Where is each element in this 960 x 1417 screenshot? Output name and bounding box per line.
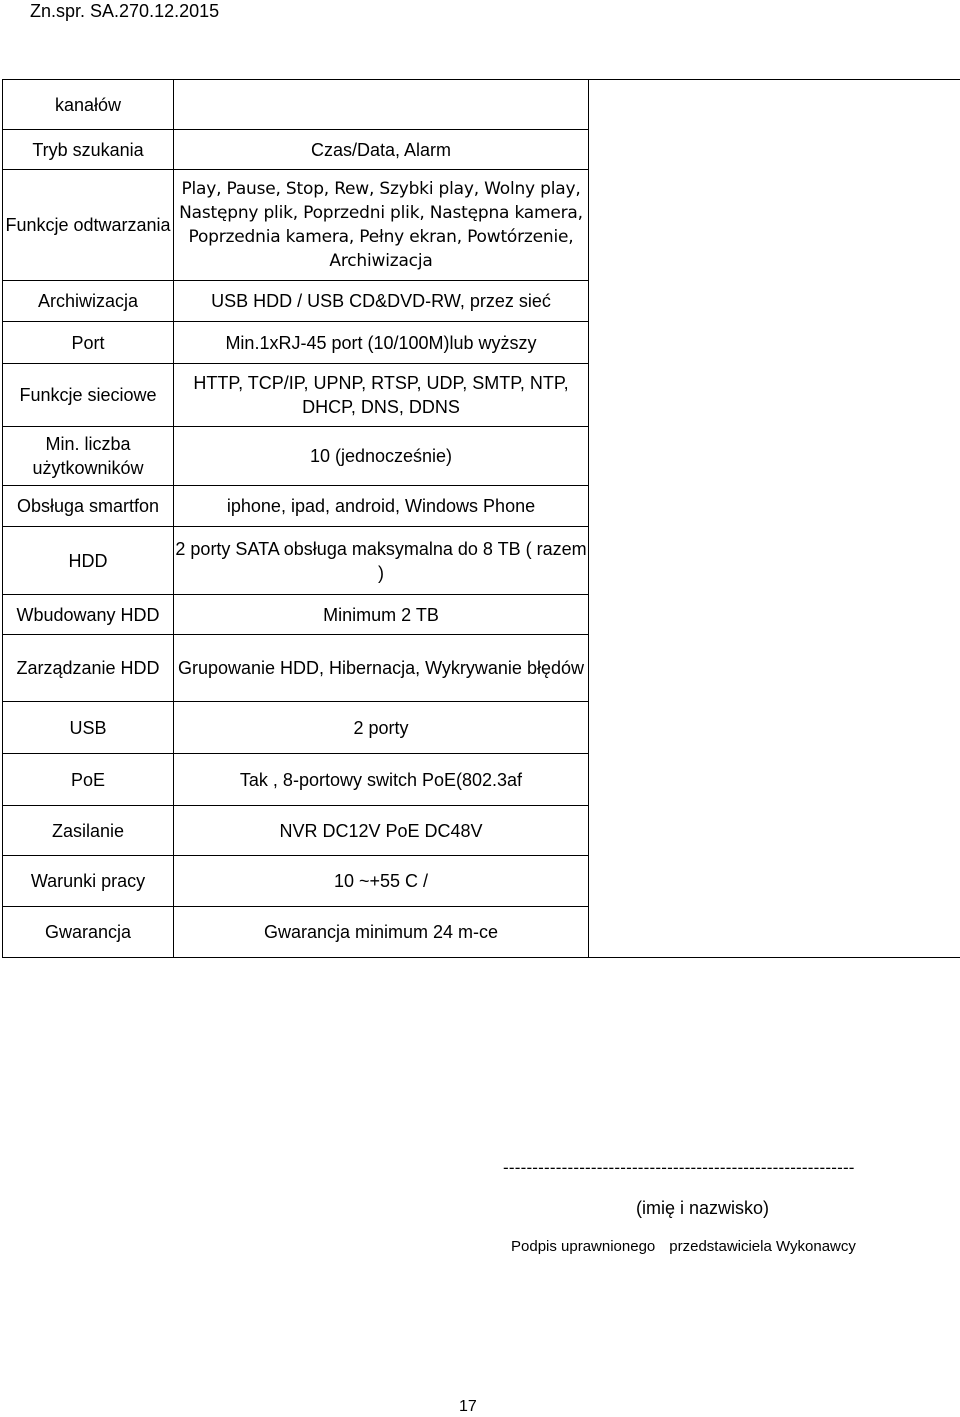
row-value: Grupowanie HDD, Hibernacja, Wykrywanie błędów bbox=[174, 635, 589, 702]
offer-column bbox=[589, 80, 960, 958]
signature-line: ------------------------------------------------------------ bbox=[503, 1158, 855, 1177]
row-label: HDD bbox=[3, 527, 174, 595]
row-label: kanałów bbox=[3, 80, 174, 130]
signature-caption-right: przedstawiciela Wykonawcy bbox=[669, 1238, 856, 1255]
row-value: HTTP, TCP/IP, UPNP, RTSP, UDP, SMTP, NTP, DHCP, DNS, DDNS bbox=[174, 364, 589, 427]
row-value: 2 porty SATA obsługa maksymalna do 8 TB ( razem ) bbox=[174, 527, 589, 595]
row-value: USB HDD / USB CD&DVD-RW, przez sieć bbox=[174, 281, 589, 322]
row-value: Tak , 8-portowy switch PoE(802.3af bbox=[174, 754, 589, 806]
row-value: Gwarancja minimum 24 m-ce bbox=[174, 907, 589, 958]
spec-table bbox=[2, 79, 960, 958]
page-number: 17 bbox=[459, 1398, 477, 1415]
row-label: Funkcje odtwarzania bbox=[3, 170, 174, 281]
row-label: Warunki pracy bbox=[3, 856, 174, 907]
row-value: Minimum 2 TB bbox=[174, 595, 589, 635]
row-label: Wbudowany HDD bbox=[3, 595, 174, 635]
signature-caption-left: Podpis uprawnionego bbox=[511, 1238, 656, 1255]
document-reference: Zn.spr. SA.270.12.2015 bbox=[30, 1, 220, 21]
row-value: NVR DC12V PoE DC48V bbox=[174, 806, 589, 856]
row-label: Port bbox=[3, 322, 174, 364]
row-label: Min. liczba użytkowników bbox=[3, 427, 174, 486]
row-label: PoE bbox=[3, 754, 174, 806]
row-value: Play, Pause, Stop, Rew, Szybki play, Wolny play, Następny plik, Poprzedni plik, Następna kamera, Poprzednia kamera, Pełny ekran, Powtórzenie, Archiwizacja bbox=[174, 170, 589, 281]
row-label: Tryb szukania bbox=[3, 130, 174, 170]
row-value bbox=[174, 80, 589, 130]
signature-name-label: (imię i nazwisko) bbox=[636, 1198, 770, 1218]
table-row bbox=[3, 80, 960, 130]
row-label: Gwarancja bbox=[3, 907, 174, 958]
row-value: Czas/Data, Alarm bbox=[174, 130, 589, 170]
row-label: Obsługa smartfon bbox=[3, 486, 174, 527]
signature-caption bbox=[511, 1238, 856, 1255]
row-value: 10 ~+55 C / bbox=[174, 856, 589, 907]
row-label: Zarządzanie HDD bbox=[3, 635, 174, 702]
row-label: Archiwizacja bbox=[3, 281, 174, 322]
row-value: 2 porty bbox=[174, 702, 589, 754]
row-value: iphone, ipad, android, Windows Phone bbox=[174, 486, 589, 527]
row-label: USB bbox=[3, 702, 174, 754]
row-label: Funkcje sieciowe bbox=[3, 364, 174, 427]
row-value: 10 (jednocześnie) bbox=[174, 427, 589, 486]
row-label: Zasilanie bbox=[3, 806, 174, 856]
row-value: Min.1xRJ-45 port (10/100M)lub wyższy bbox=[174, 322, 589, 364]
